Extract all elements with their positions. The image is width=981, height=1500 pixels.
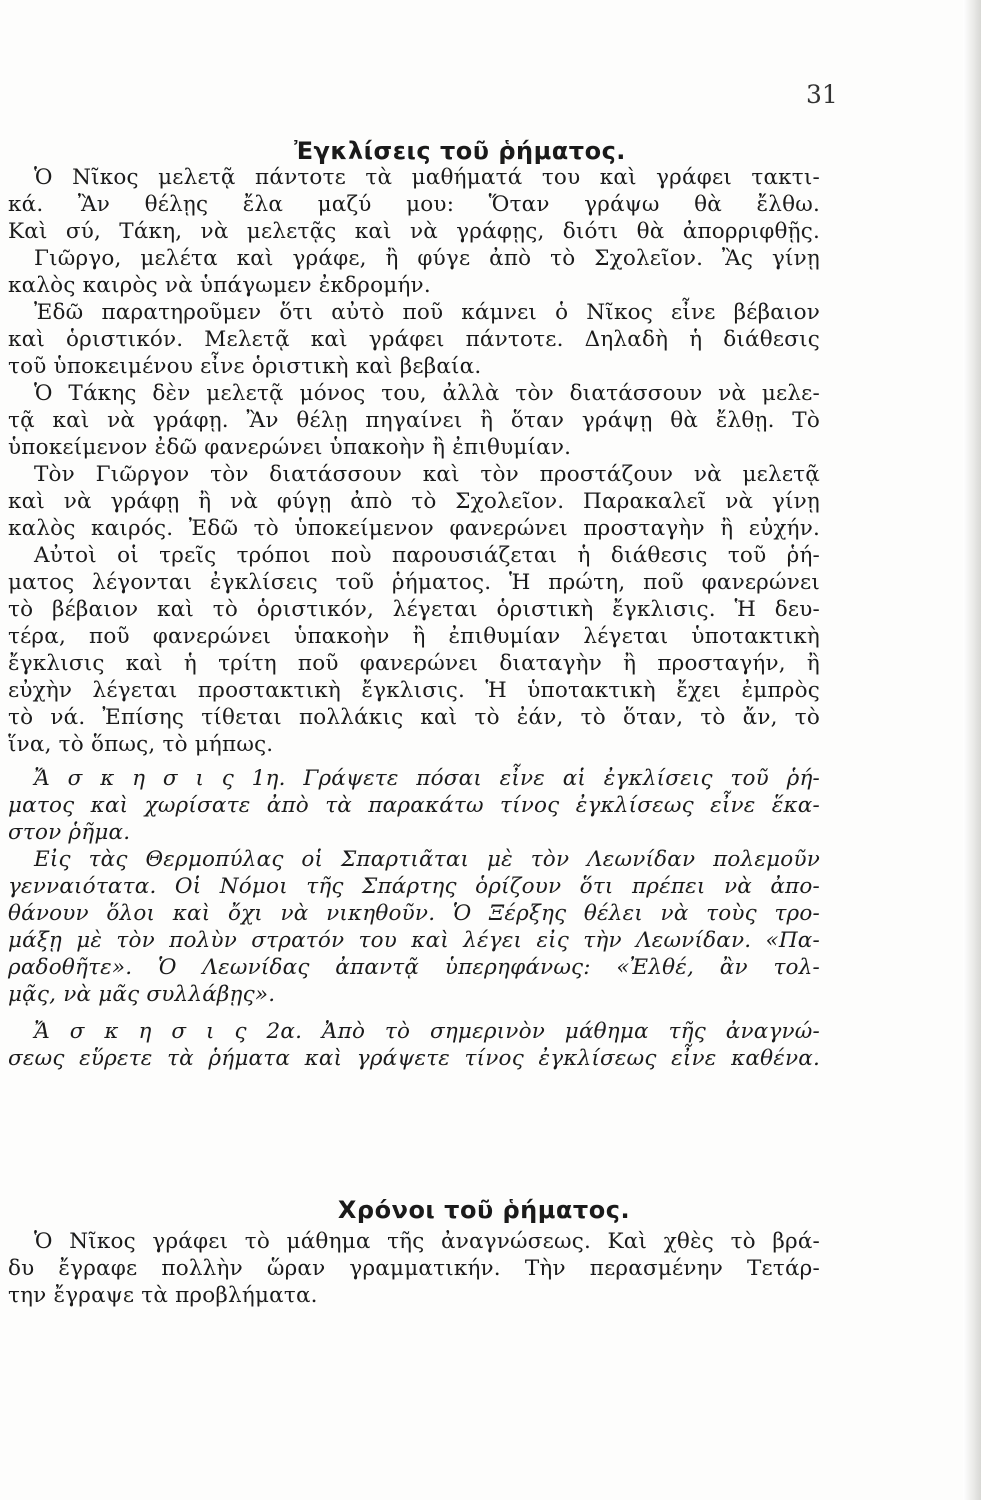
text-line: καὶ νὰ γράφῃ ἢ νὰ φύγῃ ἀπὸ τὸ Σχολεῖον. Παρακαλεῖ νὰ γίνῃ (8, 489, 820, 514)
exercise-line: ματος καὶ χωρίσατε ἀπὸ τὰ παρακάτω τίνος ἐγκλίσεως εἶνε ἕκα- (8, 793, 820, 818)
text-line: Ὁ Τάκης δὲν μελετᾷ μόνος του, ἀλλὰ τὸν διατάσσουν νὰ μελε- (34, 381, 820, 406)
section-heading-tenses: Χρόνοι τοῦ ῥήματος. (337, 1196, 631, 1224)
text-line: ἵνα, τὸ ὅπως, τὸ μήπως. (8, 732, 274, 757)
text-line: τοῦ ὑποκειμένου εἶνε ὁριστικὴ καὶ βεβαία. (8, 354, 482, 379)
exercise-line: μάξῃ μὲ τὸν πολὺν στρατόν του καὶ λέγει εἰς τὴν Λεωνίδαν. «Πα- (8, 928, 820, 953)
text-line: ἔγκλισις καὶ ἡ τρίτη ποῦ φανερώνει διαταγὴν ἢ προσταγήν, ἢ (8, 651, 820, 676)
exercise-line: Εἰς τὰς Θερμοπύλας οἱ Σπαρτιᾶται μὲ τὸν Λεωνίδαν πολεμοῦν (34, 847, 820, 872)
text-line: κά. Ἂν θέλῃς ἔλα μαζύ μου: Ὅταν γράψω θὰ ἔλθω. (8, 192, 820, 217)
page-edge-shadow (963, 0, 981, 1500)
text-line: Τὸν Γιῶργον τὸν διατάσσουν καὶ τὸν προστάζουν νὰ μελετᾷ (34, 462, 820, 487)
text-line: Ὁ Νῖκος μελετᾷ πάντοτε τὰ μαθήματά του καὶ γράφει τακτι- (34, 165, 820, 190)
exercise-line: θάνουν ὅλοι καὶ ὄχι νὰ νικηθοῦν. Ὁ Ξέρξης θέλει νὰ τοὺς τρο- (8, 901, 820, 926)
exercise-line: ραδοθῆτε». Ὁ Λεωνίδας ἀπαντᾷ ὑπερηφάνως: «Ἐλθέ, ἂν τολ- (8, 955, 820, 980)
section-heading-moods: Ἐγκλίσεις τοῦ ῥήματος. (294, 137, 626, 165)
text-line: ματος λέγονται ἐγκλίσεις τοῦ ῥήματος. Ἡ πρώτη, ποῦ φανερώνει (8, 570, 820, 595)
text-line: καὶ ὁριστικόν. Μελετᾷ καὶ γράφει πάντοτε. Δηλαδὴ ἡ διάθεσις (8, 327, 820, 352)
exercise-line: Ἄ σ κ η σ ι ς 1η. Γράψετε πόσαι εἶνε αἱ ἐγκλίσεις τοῦ ῥή- (34, 766, 820, 791)
text-line: Γιῶργο, μελέτα καὶ γράφε, ἢ φύγε ἀπὸ τὸ Σχολεῖον. Ἂς γίνῃ (34, 246, 820, 271)
text-line: Αὐτοὶ οἱ τρεῖς τρόποι ποὺ παρουσιάζεται ἡ διάθεσις τοῦ ῥή- (34, 543, 820, 568)
exercise-line: σεως εὕρετε τὰ ῥήματα καὶ γράψετε τίνος ἐγκλίσεως εἶνε καθένα. (8, 1046, 820, 1071)
text-line: τᾷ καὶ νὰ γράφῃ. Ἂν θέλῃ πηγαίνει ἢ ὅταν γράψῃ θὰ ἔλθῃ. Τὸ (8, 408, 820, 433)
exercise-line: στον ῥῆμα. (8, 820, 131, 845)
text-line: δυ ἔγραφε πολλὴν ὥραν γραμματικήν. Τὴν περασμένην Τετάρ- (8, 1256, 820, 1281)
text-line: καλὸς καιρὸς νὰ ὑπάγωμεν ἐκδρομήν. (8, 273, 431, 298)
text-line: τὸ βέβαιον καὶ τὸ ὁριστικόν, λέγεται ὁριστικὴ ἔγκλισις. Ἡ δευ- (8, 597, 820, 622)
exercise-line: Ἄ σ κ η σ ι ς 2α. Ἀπὸ τὸ σημερινὸν μάθημα τῆς ἀναγνώ- (34, 1019, 820, 1044)
text-line: ὑποκείμενον ἐδῶ φανερώνει ὑπακοὴν ἢ ἐπιθυμίαν. (8, 435, 572, 460)
page-number: 31 (806, 80, 838, 109)
text-line: εὐχὴν λέγεται προστακτικὴ ἔγκλισις. Ἡ ὑποτακτικὴ ἔχει ἐμπρὸς (8, 678, 820, 703)
text-line: Καὶ σύ, Τάκη, νὰ μελετᾷς καὶ νὰ γράφῃς, διότι θὰ ἀπορριφθῇς. (8, 219, 820, 244)
exercise-line: μᾷς, νὰ μᾶς συλλάβῃς». (8, 982, 276, 1007)
text-line: τέρα, ποῦ φανερώνει ὑπακοὴν ἢ ἐπιθυμίαν λέγεται ὑποτακτικὴ (8, 624, 820, 649)
text-line: τὸ νά. Ἐπίσης τίθεται πολλάκις καὶ τὸ ἐάν, τὸ ὅταν, τὸ ἄν, τὸ (8, 705, 820, 730)
text-line: Ὁ Νῖκος γράφει τὸ μάθημα τῆς ἀναγνώσεως. Καὶ χθὲς τὸ βρά- (34, 1229, 820, 1254)
text-line: την ἔγραψε τὰ προβλήματα. (8, 1283, 318, 1308)
text-line: Ἐδῶ παρατηροῦμεν ὅτι αὐτὸ ποῦ κάμνει ὁ Νῖκος εἶνε βέβαιον (34, 300, 820, 325)
text-line: καλὸς καιρός. Ἐδῶ τὸ ὑποκείμενον φανερώνει προσταγὴν ἢ εὐχήν. (8, 516, 820, 541)
exercise-line: γενναιότατα. Οἱ Νόμοι τῆς Σπάρτης ὁρίζουν ὅτι πρέπει νὰ ἀπο- (8, 874, 820, 899)
